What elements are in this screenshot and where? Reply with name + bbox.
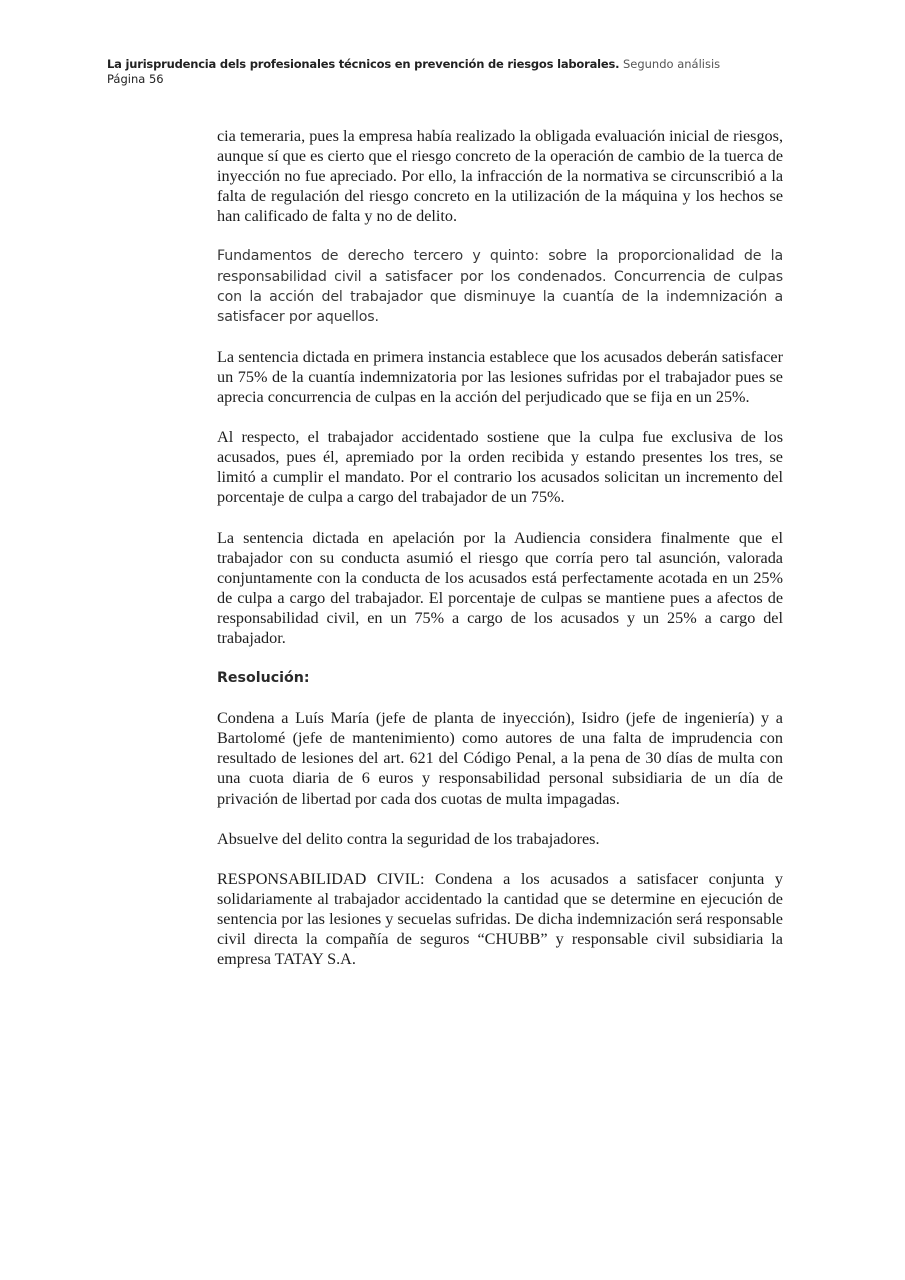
document-title	[107, 57, 807, 72]
running-header	[107, 57, 807, 87]
paragraph: Condena a Luís María (jefe de planta de inyección), Isidro (jefe de ingeniería) y a Bartolomé (jefe de mantenimiento) como autores de una falta de imprudencia con resultado de lesiones del art. 621 del Código Penal, a la pena de 30 días de multa con una cuota diaria de 6 euros y responsabilidad personal subsidiaria de un día de privación de libertad por cada dos cuotas de multa impagadas.	[217, 709, 783, 808]
document-body	[217, 126, 783, 989]
paragraph: La sentencia dictada en apelación por la Audiencia considera finalmente que el trabajador con su conducta asumió el riesgo que corría pero tal asunción, valorada conjuntamente con la conducta de los acusados está perfectamente acotada en un 25% de culpa a cargo del trabajador. El porcentaje de culpas se mantiene pues a afectos de responsabilidad civil, en un 75% a cargo de los acusados y un 25% a cargo del trabajador.	[217, 528, 783, 647]
paragraph: cia temeraria, pues la empresa había realizado la obligada evaluación inicial de riesgos, aunque sí que es cierto que el riesgo concreto de la operación de cambio de la tuerca de inyección no fue apreciado. Por ello, la infracción de la normativa se circunscribió a la falta de regulación del riesgo concreto en la utilización de la máquina y los hechos se han calificado de falta y no de delito.	[217, 127, 783, 226]
paragraph: RESPONSABILIDAD CIVIL: Condena a los acusados a satisfacer conjunta y solidariamente al trabajador accidentado la cantidad que se determine en ejecución de sentencia por las lesiones y secuelas sufridas. De dicha indemnización será responsable civil directa la compañía de seguros “CHUBB” y responsable civil subsidiaria la empresa TATAY S.A.	[217, 869, 783, 969]
paragraph: Absuelve del delito contra la seguridad de los trabajadores.	[217, 829, 600, 848]
paragraph: La sentencia dictada en primera instancia establece que los acusados deberán satisfacer un 75% de la cuantía indemnizatoria por las lesiones sufridas por el trabajador pues se aprecia concurrencia de culpas en la acción del perjudicado que se fija en un 25%.	[217, 347, 783, 407]
page-number: Página 56	[107, 72, 164, 86]
resolucion-heading: Resolución:	[217, 670, 310, 687]
paragraph: Al respecto, el trabajador accidentado sostiene que la culpa fue exclusiva de los acusados, pues él, apremiado por la orden recibida y estando presentes los tres, se limitó a cumplir el mandato. Por el contrario los acusados solicitan un incremento del porcentaje de culpa a cargo del trabajador de un 75%.	[217, 428, 783, 507]
fundamentos-paragraph: Fundamentos de derecho tercero y quinto: sobre la proporcionalidad de la responsabilidad civil a satisfacer por los condenados. Concurrencia de culpas con la acción del trabajador que disminuye la cuantía de la indemnización a satisfacer por aquellos.	[217, 248, 783, 325]
document-title-main: La jurisprudencia dels profesionales técnicos en prevención de riesgos laborales.	[107, 57, 620, 71]
document-title-subtitle: Segundo análisis	[622, 57, 721, 71]
